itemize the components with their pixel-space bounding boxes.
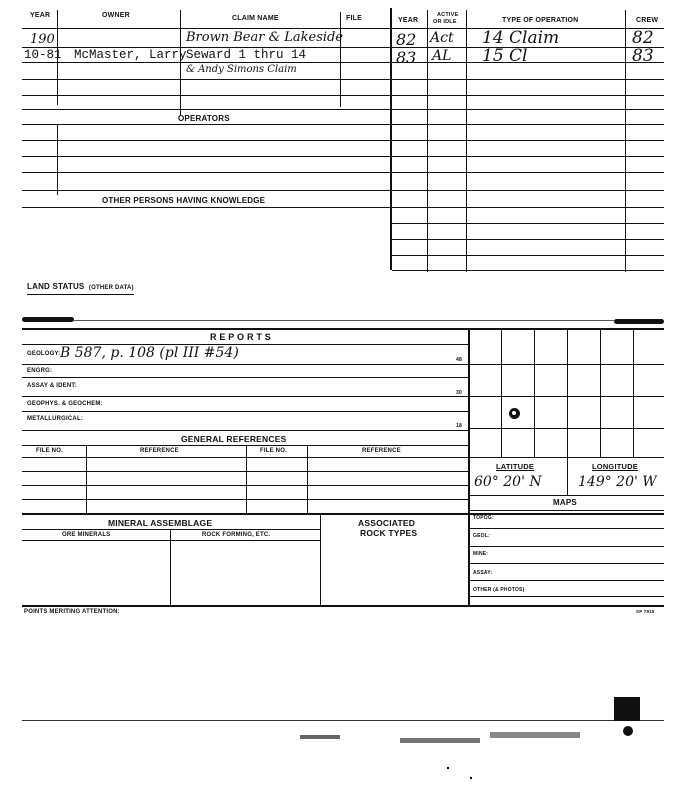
col-rule [86, 445, 87, 513]
rule [392, 207, 664, 208]
scan-smudge [490, 732, 580, 738]
rule [22, 513, 664, 515]
col-rule [307, 445, 308, 513]
rule [22, 529, 320, 530]
latitude-label: LATITUDE [496, 462, 535, 471]
rule [22, 605, 664, 607]
op1-year: 82 [396, 30, 417, 49]
scale-30: 30 [456, 390, 462, 396]
rule [22, 540, 320, 541]
mineral-assemblage-title: MINERAL ASSEMBLAGE [108, 518, 213, 528]
header-claim-name: CLAIM NAME [232, 15, 279, 22]
maps-title: MAPS [553, 498, 577, 507]
rule [392, 95, 664, 96]
row2-year: 10-81 [24, 48, 62, 62]
rule [22, 445, 468, 446]
scan-smudge [300, 735, 340, 739]
rule [392, 255, 664, 256]
geology-label: GEOLOGY: [27, 351, 61, 357]
ref-file-no-2: FILE NO. [260, 448, 287, 454]
scan-smudge [400, 738, 480, 743]
rule [22, 485, 468, 486]
ref-file-no-1: FILE NO. [36, 448, 63, 454]
col-rule [320, 513, 321, 606]
op1-active: Act [430, 30, 454, 46]
header-year: YEAR [30, 12, 51, 19]
rule [392, 270, 664, 271]
rule [468, 364, 664, 365]
assay-ident-label: ASSAY & IDENT: [27, 383, 77, 389]
rule [22, 207, 390, 208]
geophys-label: GEOPHYS. & GEOCHEM: [27, 401, 103, 407]
rule [22, 190, 390, 191]
col-rule [567, 457, 568, 495]
rule [22, 720, 664, 721]
col-rule [57, 125, 58, 195]
op2-active: AL [432, 48, 452, 64]
rule [22, 396, 468, 397]
rule [468, 580, 664, 581]
rule [392, 109, 664, 110]
col-rule [246, 445, 247, 513]
rule [468, 457, 664, 458]
op2-year: 83 [396, 48, 417, 67]
rule [22, 124, 390, 125]
rule [22, 62, 390, 63]
geology-value: B 587, p. 108 (pl III #54) [60, 345, 239, 361]
rule [392, 190, 664, 191]
location-dot [509, 408, 520, 419]
rule [468, 510, 664, 511]
col-rule [170, 529, 171, 606]
scan-dot [447, 767, 449, 769]
rule [22, 471, 468, 472]
engrg-label: ENGRG: [27, 368, 53, 374]
row2-owner: McMaster, Larry [74, 48, 187, 62]
rule [468, 528, 664, 529]
rule [392, 124, 664, 125]
rule [468, 596, 664, 597]
map-topog: TOPOG: [473, 515, 494, 521]
rule [22, 172, 390, 173]
ref-reference-2: REFERENCE [362, 448, 401, 454]
longitude-label: LONGITUDE [592, 462, 638, 471]
row3-claim: & Andy Simons Claim [186, 64, 297, 75]
header-crew: CREW [636, 17, 659, 24]
op1-type: 14 Claim [482, 28, 560, 48]
header-file: FILE [346, 15, 362, 22]
metallurgical-label: METALLURGICAL: [27, 416, 84, 422]
form-number: SP 7915 [636, 609, 655, 614]
rule [392, 140, 664, 141]
col-rule [427, 10, 428, 272]
points-meriting-attention: POINTS MERITING ATTENTION: [24, 609, 120, 615]
scan-smudge [614, 319, 664, 324]
land-status-label: LAND STATUS (OTHER DATA) [27, 276, 134, 295]
ore-minerals-label: ORE MINERALS [62, 532, 111, 538]
header-or-idle: OR IDLE [433, 19, 457, 25]
rule [22, 411, 468, 412]
operators-title: OPERATORS [178, 114, 230, 123]
map-geol: GEOL: [473, 533, 490, 539]
map-assay: ASSAY: [473, 570, 493, 576]
col-rule [600, 330, 601, 457]
other-persons-title: OTHER PERSONS HAVING KNOWLEDGE [102, 196, 266, 205]
scale-18: 18 [456, 423, 462, 429]
row2-claim: Seward 1 thru 14 [186, 48, 307, 62]
header-owner: OWNER [102, 12, 130, 19]
map-other: OTHER (& PHOTOS) [473, 587, 525, 593]
rock-types-label: ROCK TYPES [360, 528, 418, 538]
rule [22, 79, 390, 80]
ref-reference-1: REFERENCE [140, 448, 179, 454]
col-rule [534, 330, 535, 457]
rule [22, 140, 390, 141]
op2-type: 15 Cl [482, 46, 528, 66]
header-type-of-operation: TYPE OF OPERATION [502, 17, 579, 24]
rule [468, 428, 664, 429]
col-rule [340, 12, 341, 107]
op1-crew: 82 [632, 28, 654, 48]
reports-title: R E P O R T S [210, 332, 271, 342]
rule [392, 239, 664, 240]
scan-smudge [623, 726, 633, 736]
general-references-title: GENERAL REFERENCES [181, 434, 287, 444]
rule [22, 28, 390, 29]
row1-year: 190 [30, 32, 55, 47]
col-rule [625, 10, 626, 272]
rule [392, 156, 664, 157]
rule [22, 457, 468, 458]
rule [22, 109, 390, 110]
rule [468, 396, 664, 397]
col-rule [466, 10, 467, 272]
rule [22, 377, 468, 378]
col-rule [468, 330, 470, 606]
scan-smudge [614, 697, 640, 721]
rule [22, 499, 468, 500]
rule [22, 95, 390, 96]
scale-48: 48 [456, 357, 462, 363]
col-rule [501, 330, 502, 457]
scan-dot [470, 777, 472, 779]
rule [468, 546, 664, 547]
associated-label: ASSOCIATED [358, 518, 416, 528]
rule [468, 563, 664, 564]
rule [392, 223, 664, 224]
rock-forming-label: ROCK FORMING, ETC. [202, 532, 271, 538]
latitude-value: 60° 20' N [474, 474, 542, 490]
rule [22, 156, 390, 157]
header-active: ACTIVE [437, 12, 459, 18]
op2-crew: 83 [632, 46, 654, 66]
row1-claim: Brown Bear & Lakeside [186, 30, 344, 45]
col-rule [633, 330, 634, 457]
col-rule [567, 330, 568, 457]
rule [392, 79, 664, 80]
rule [74, 320, 614, 321]
header-year-2: YEAR [398, 17, 419, 24]
scan-smudge [22, 317, 74, 322]
rule [22, 430, 468, 431]
rule [22, 364, 468, 365]
rule [392, 172, 664, 173]
rule [468, 495, 664, 496]
longitude-value: 149° 20' W [578, 474, 657, 490]
map-mine: MINE: [473, 551, 489, 557]
